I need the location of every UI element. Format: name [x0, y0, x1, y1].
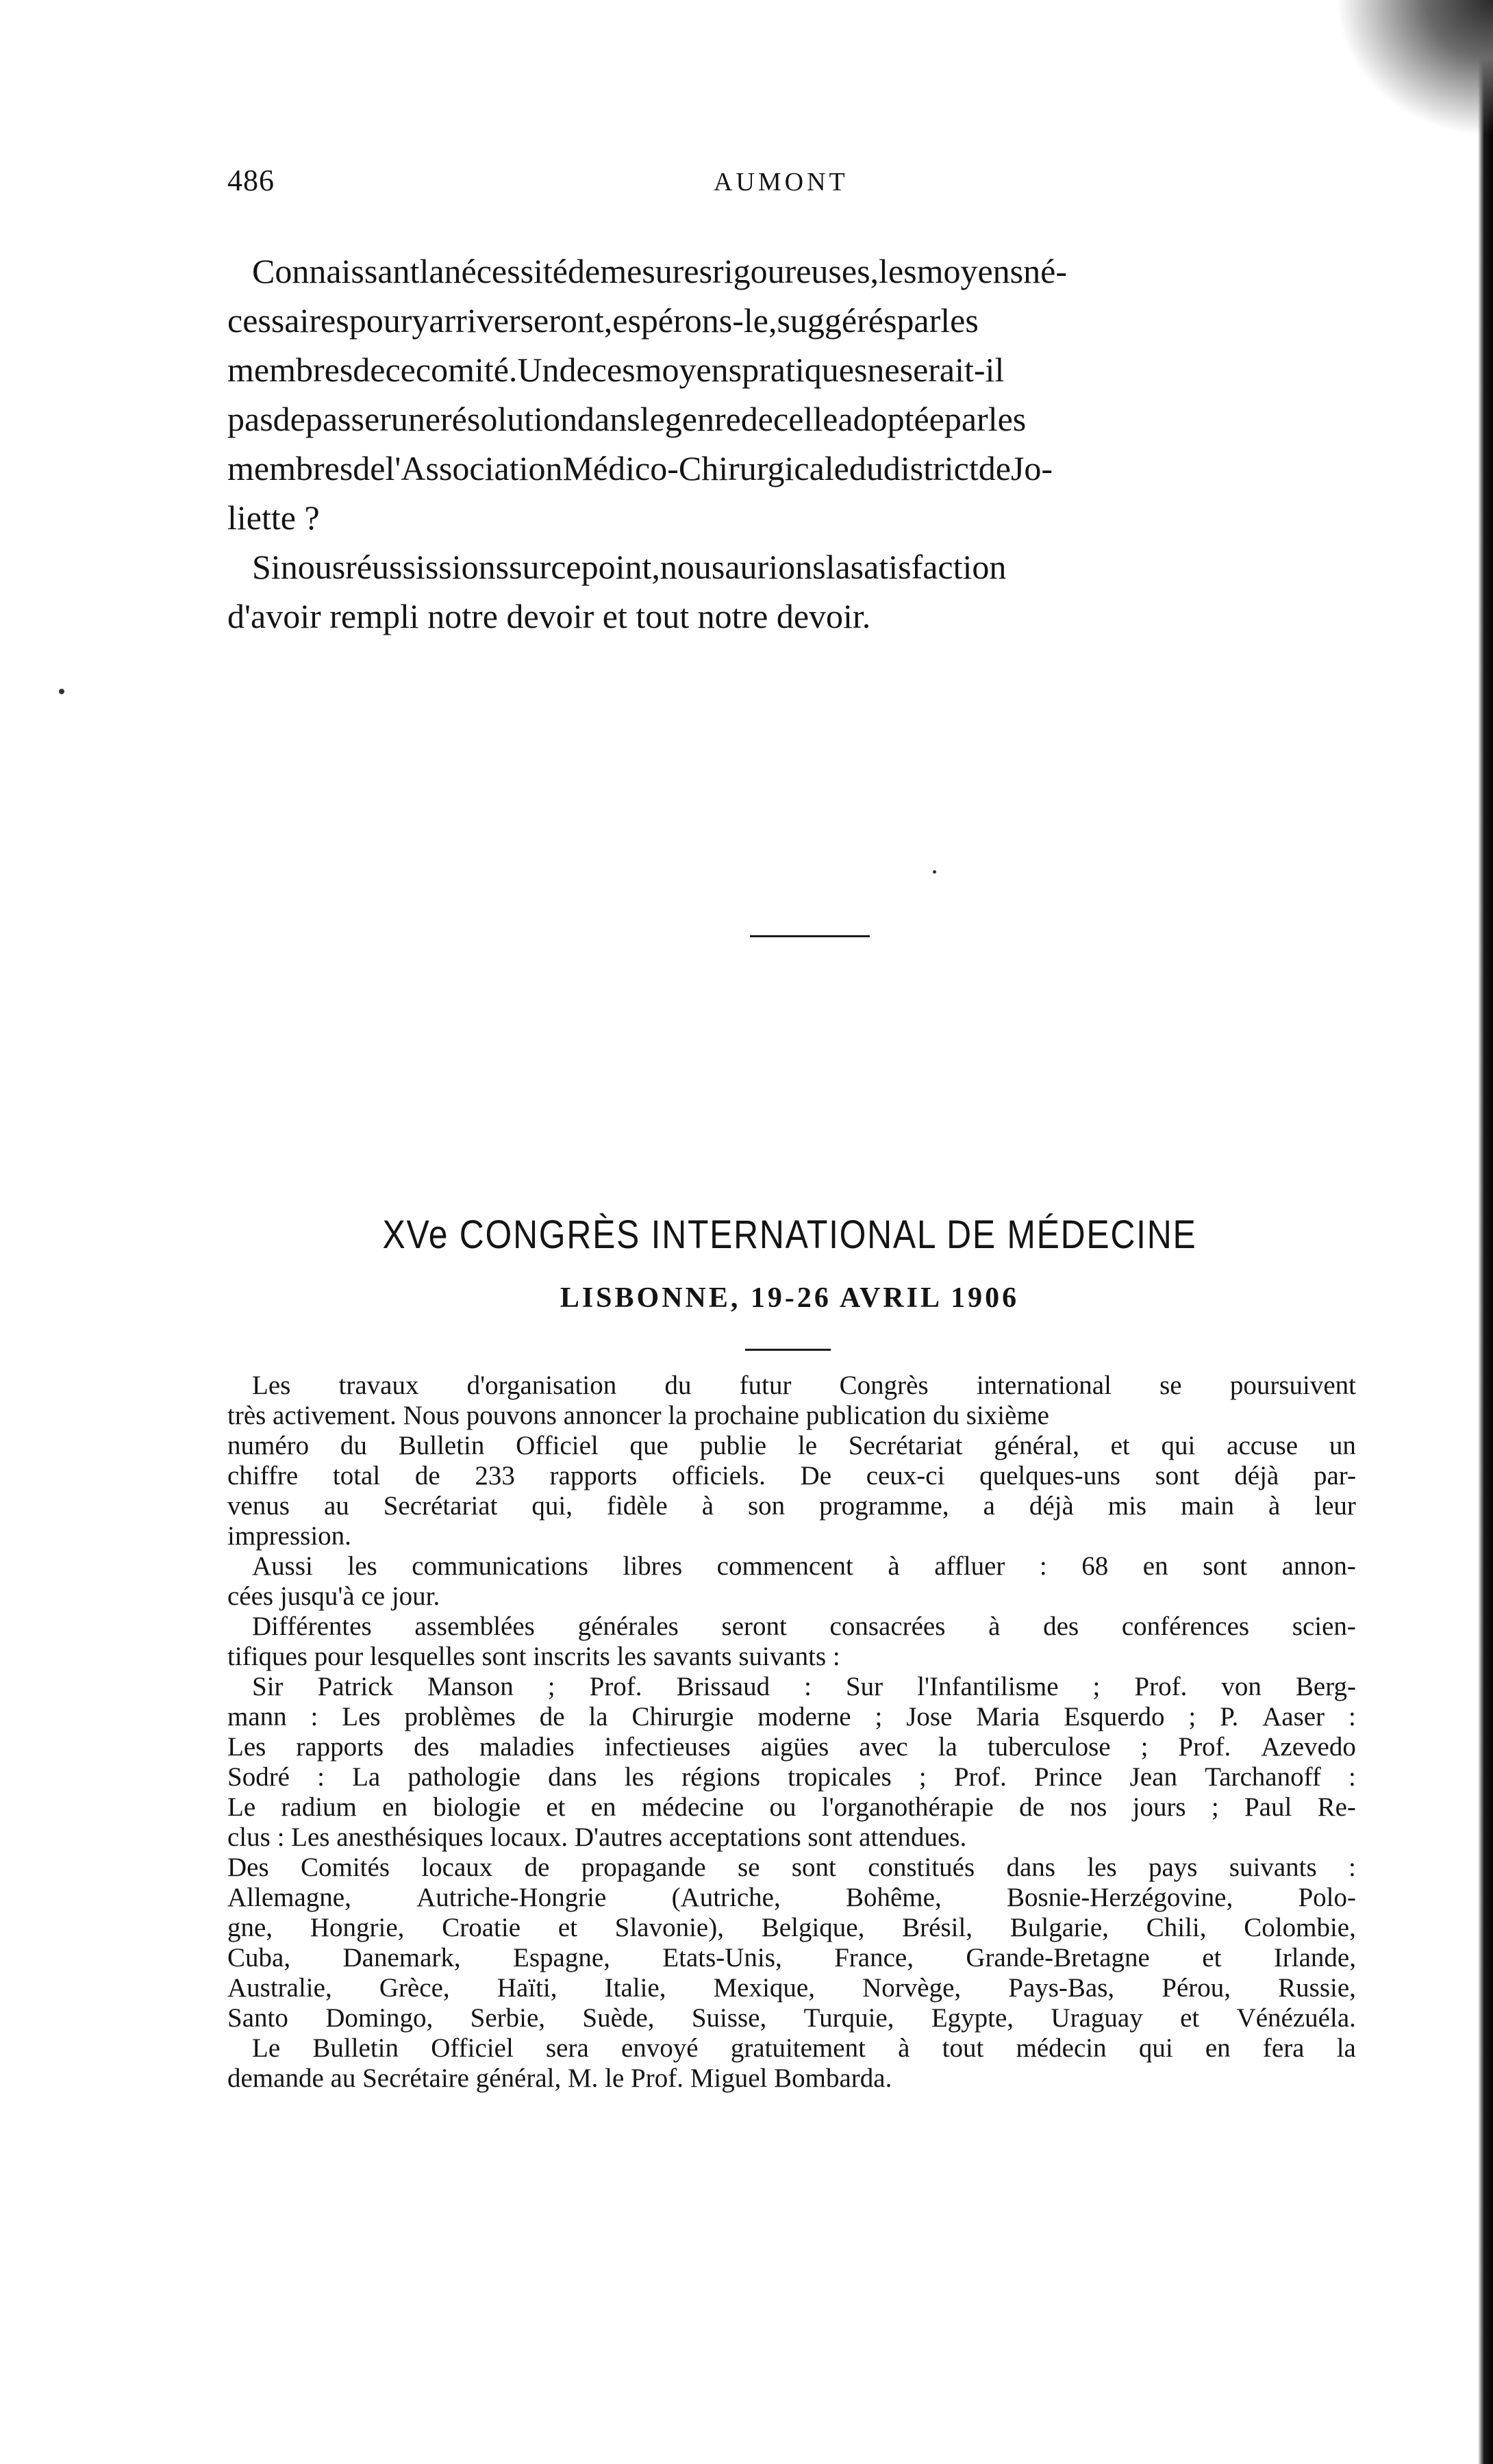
article-text-section	[227, 246, 1356, 641]
text-line: Différentes assemblées générales seront consacrées à des conférences scien-	[252, 1612, 1356, 1641]
text-line: Sodré : La pathologie dans les régions tropicales ; Prof. Prince Jean Tarchanoff :	[227, 1762, 1356, 1792]
text-line: impression.	[227, 1521, 351, 1551]
text-line: Aussi les communications libres commencent à affluer : 68 en sont annon-	[252, 1551, 1356, 1581]
scan-speck	[59, 689, 64, 694]
text-line: Sir Patrick Manson ; Prof. Brissaud : Sur l'Infantilisme ; Prof. von Berg-	[252, 1672, 1356, 1701]
text-line: Sinousréussissionssurcepoint,nousaurionslasatisfaction	[252, 548, 1007, 586]
scan-speck	[933, 870, 936, 874]
text-line: tifiques pour lesquelles sont inscrits les savants suivants :	[227, 1642, 840, 1671]
text-line: Santo Domingo, Serbie, Suède, Suisse, Turquie, Egypte, Uraguay et Vénézuéla.	[227, 2003, 1356, 2033]
text-line: liette ?	[227, 498, 320, 537]
text-line: Des Comités locaux de propagande se sont constitués dans les pays suivants :	[227, 1853, 1356, 1882]
section-divider	[750, 935, 870, 937]
text-line: Les travaux d'organisation du futur Congrès international se poursuivent	[252, 1371, 1356, 1400]
text-line: très activement. Nous pouvons annoncer la prochaine publication du sixième	[227, 1401, 1049, 1430]
text-line: venus au Secrétariat qui, fidèle à son programme, a déjà mis main à leur	[227, 1491, 1356, 1521]
text-line: Le radium en biologie et en médecine ou l'organothérapie de nos jours ; Paul Re-	[227, 1792, 1356, 1822]
text-line: numéro du Bulletin Officiel que publie le Secrétariat général, et qui accuse un	[227, 1431, 1356, 1460]
text-line: membresdececomité.Undecesmoyenspratiquesneserait-il	[227, 351, 1005, 389]
text-line: Les rapports des maladies infectieuses aigües avec la tuberculose ; Prof. Azevedo	[227, 1732, 1356, 1762]
text-line: Le Bulletin Officiel sera envoyé gratuitement à tout médecin qui en fera la	[252, 2033, 1356, 2063]
text-line: Australie, Grèce, Haïti, Italie, Mexique, Norvège, Pays-Bas, Pérou, Russie,	[227, 1973, 1356, 2003]
text-line: chiffre total de 233 rapports officiels. De ceux-ci quelques-uns sont déjà par-	[227, 1461, 1356, 1490]
text-line: mann : Les problèmes de la Chirurgie moderne ; Jose Maria Esquerdo ; P. Aaser :	[227, 1702, 1356, 1731]
page-header	[227, 163, 1323, 204]
page-edge-shadow	[1478, 0, 1493, 2464]
title-divider	[745, 1349, 831, 1351]
text-line: clus : Les anesthésiques locaux. D'autres acceptations sont attendues.	[227, 1822, 967, 1852]
congress-notice-text	[227, 1371, 1356, 2094]
section-subtitle: LISBONNE, 19-26 AVRIL 1906	[560, 1282, 1020, 1314]
running-head: AUMONT	[714, 168, 849, 196]
text-line: pasdepasserunerésolutiondanslegenredecelleadoptéeparles	[227, 400, 1027, 438]
text-line: gne, Hongrie, Croatie et Slavonie), Belgique, Brésil, Bulgarie, Chili, Colombie,	[227, 1913, 1356, 1942]
text-line: Allemagne, Autriche-Hongrie (Autriche, Bohême, Bosnie-Herzégovine, Polo-	[227, 1883, 1356, 1912]
text-line: cessairespouryarriverseront,espérons-le,suggérésparles	[227, 301, 979, 340]
text-line: cées jusqu'à ce jour.	[227, 1582, 440, 1611]
scan-corner-mark	[1335, 0, 1493, 137]
text-line: demande au Secrétaire général, M. le Prof. Miguel Bombarda.	[227, 2063, 892, 2093]
page-number: 486	[227, 164, 275, 197]
section-title: XVe CONGRÈS INTERNATIONAL DE MÉDECINE	[382, 1212, 1197, 1257]
text-line: d'avoir rempli notre devoir et tout notre devoir.	[227, 597, 871, 635]
text-line: membresdel'AssociationMédico-ChirurgicaledudistrictdeJo-	[227, 449, 1053, 487]
text-line: Cuba, Danemark, Espagne, Etats-Unis, France, Grande-Bretagne et Irlande,	[227, 1943, 1356, 1972]
text-line: Connaissantlanécessitédemesuresrigoureuses,lesmoyensné-	[252, 252, 1067, 290]
